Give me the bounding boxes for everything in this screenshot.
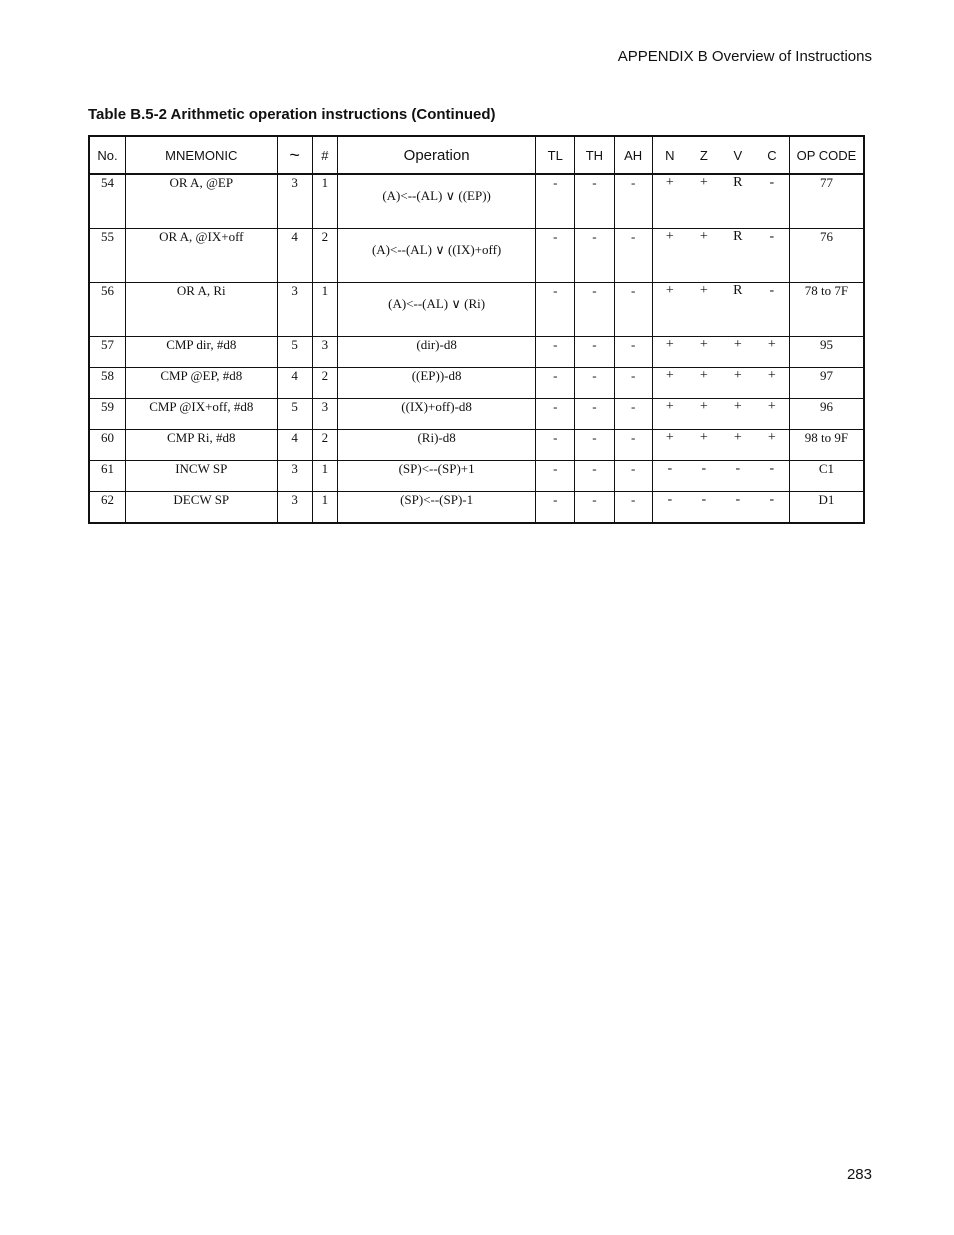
col-header-c: C (755, 136, 790, 174)
col-header-z: Z (687, 136, 721, 174)
cell-tl: - (536, 283, 575, 337)
cell-bytes: 2 (312, 368, 337, 399)
cell-ah: - (614, 492, 652, 524)
cell-bytes: 1 (312, 283, 337, 337)
col-header-n: N (652, 136, 687, 174)
col-header-operation: Operation (338, 136, 536, 174)
cell-ah: - (614, 337, 652, 368)
running-header: APPENDIX B Overview of Instructions (617, 48, 872, 65)
col-header-ah: AH (614, 136, 652, 174)
cell-no: 54 (89, 174, 126, 229)
cell-no: 56 (89, 283, 126, 337)
table-row (89, 229, 864, 283)
page-number: 283 (846, 1166, 872, 1183)
cell-z: + (687, 283, 721, 337)
col-header-cycles: ~ (277, 136, 312, 174)
cell-mnemonic: DECW SP (126, 492, 278, 524)
cell-cycles: 3 (277, 461, 312, 492)
table-row (89, 174, 864, 229)
cell-n: + (652, 229, 687, 283)
cell-c: - (755, 174, 790, 229)
cell-opcode: C1 (789, 461, 864, 492)
cell-operation: (A)<--(AL) ∨ (Ri) (338, 283, 536, 337)
col-header-th: TH (575, 136, 614, 174)
cell-bytes: 2 (312, 430, 337, 461)
cell-mnemonic: OR A, @EP (126, 174, 278, 229)
cell-n: + (652, 368, 687, 399)
cell-opcode: 97 (789, 368, 864, 399)
cell-c: + (755, 337, 790, 368)
cell-tl: - (536, 461, 575, 492)
cell-th: - (575, 174, 614, 229)
cell-ah: - (614, 283, 652, 337)
cell-cycles: 3 (277, 174, 312, 229)
cell-ah: - (614, 368, 652, 399)
cell-n: + (652, 174, 687, 229)
col-header-bytes: # (312, 136, 337, 174)
cell-c: - (755, 283, 790, 337)
cell-v: - (721, 492, 755, 524)
cell-bytes: 3 (312, 399, 337, 430)
cell-no: 59 (89, 399, 126, 430)
table-row (89, 368, 864, 399)
table-row (89, 492, 864, 524)
table-row (89, 461, 864, 492)
cell-ah: - (614, 461, 652, 492)
cell-mnemonic: OR A, Ri (126, 283, 278, 337)
cell-operation: ((IX)+off)-d8 (338, 399, 536, 430)
cell-v: R (721, 229, 755, 283)
cell-z: + (687, 337, 721, 368)
cell-c: - (755, 229, 790, 283)
cell-operation: ((EP))-d8 (338, 368, 536, 399)
cell-th: - (575, 399, 614, 430)
cell-c: - (755, 461, 790, 492)
cell-z: + (687, 368, 721, 399)
cell-n: + (652, 399, 687, 430)
cell-tl: - (536, 492, 575, 524)
cell-tl: - (536, 174, 575, 229)
cell-opcode: 95 (789, 337, 864, 368)
col-header-v: V (721, 136, 755, 174)
col-header-mnemonic: MNEMONIC (126, 136, 278, 174)
cell-cycles: 3 (277, 492, 312, 524)
cell-c: + (755, 430, 790, 461)
cell-c: + (755, 399, 790, 430)
cell-bytes: 1 (312, 461, 337, 492)
table-caption: Table B.5-2 Arithmetic operation instructions (Continued) (88, 106, 496, 123)
cell-bytes: 3 (312, 337, 337, 368)
cell-bytes: 2 (312, 229, 337, 283)
cell-bytes: 1 (312, 174, 337, 229)
cell-tl: - (536, 229, 575, 283)
cell-opcode: 96 (789, 399, 864, 430)
cell-th: - (575, 430, 614, 461)
cell-cycles: 5 (277, 337, 312, 368)
cell-th: - (575, 229, 614, 283)
cell-z: + (687, 430, 721, 461)
cell-n: + (652, 430, 687, 461)
cell-cycles: 4 (277, 368, 312, 399)
cell-z: + (687, 399, 721, 430)
cell-th: - (575, 492, 614, 524)
cell-v: + (721, 430, 755, 461)
cell-opcode: D1 (789, 492, 864, 524)
cell-mnemonic: CMP @IX+off, #d8 (126, 399, 278, 430)
cell-th: - (575, 368, 614, 399)
cell-v: - (721, 461, 755, 492)
col-header-opcode: OP CODE (789, 136, 864, 174)
cell-v: + (721, 337, 755, 368)
cell-no: 60 (89, 430, 126, 461)
cell-no: 62 (89, 492, 126, 524)
cell-operation: (A)<--(AL) ∨ ((EP)) (338, 174, 536, 229)
table-row (89, 337, 864, 368)
cell-c: - (755, 492, 790, 524)
cell-operation: (Ri)-d8 (338, 430, 536, 461)
cell-operation: (SP)<--(SP)+1 (338, 461, 536, 492)
cell-no: 55 (89, 229, 126, 283)
cell-th: - (575, 461, 614, 492)
cell-th: - (575, 337, 614, 368)
cell-th: - (575, 283, 614, 337)
cell-ah: - (614, 399, 652, 430)
cell-n: - (652, 492, 687, 524)
cell-ah: - (614, 430, 652, 461)
cell-n: - (652, 461, 687, 492)
table-row (89, 283, 864, 337)
cell-bytes: 1 (312, 492, 337, 524)
col-header-no: No. (89, 136, 126, 174)
col-header-tl: TL (536, 136, 575, 174)
cell-mnemonic: CMP @EP, #d8 (126, 368, 278, 399)
cell-tl: - (536, 368, 575, 399)
table-row (89, 430, 864, 461)
cell-v: R (721, 283, 755, 337)
cell-tl: - (536, 430, 575, 461)
cell-v: + (721, 368, 755, 399)
cell-mnemonic: INCW SP (126, 461, 278, 492)
cell-c: + (755, 368, 790, 399)
cell-tl: - (536, 337, 575, 368)
cell-cycles: 4 (277, 430, 312, 461)
cell-mnemonic: OR A, @IX+off (126, 229, 278, 283)
table-row (89, 399, 864, 430)
cell-ah: - (614, 174, 652, 229)
cell-z: - (687, 461, 721, 492)
cell-v: R (721, 174, 755, 229)
cell-operation: (A)<--(AL) ∨ ((IX)+off) (338, 229, 536, 283)
cell-z: + (687, 174, 721, 229)
cell-z: + (687, 229, 721, 283)
cell-mnemonic: CMP Ri, #d8 (126, 430, 278, 461)
cell-no: 57 (89, 337, 126, 368)
cell-operation: (dir)-d8 (338, 337, 536, 368)
instruction-table (88, 135, 865, 524)
cell-no: 58 (89, 368, 126, 399)
cell-tl: - (536, 399, 575, 430)
cell-cycles: 4 (277, 229, 312, 283)
cell-mnemonic: CMP dir, #d8 (126, 337, 278, 368)
cell-opcode: 98 to 9F (789, 430, 864, 461)
cell-no: 61 (89, 461, 126, 492)
cell-operation: (SP)<--(SP)-1 (338, 492, 536, 524)
cell-n: + (652, 283, 687, 337)
cell-cycles: 3 (277, 283, 312, 337)
cell-v: + (721, 399, 755, 430)
cell-opcode: 77 (789, 174, 864, 229)
cell-cycles: 5 (277, 399, 312, 430)
cell-opcode: 76 (789, 229, 864, 283)
table-header-row (89, 136, 864, 174)
cell-z: - (687, 492, 721, 524)
cell-ah: - (614, 229, 652, 283)
cell-opcode: 78 to 7F (789, 283, 864, 337)
cell-n: + (652, 337, 687, 368)
